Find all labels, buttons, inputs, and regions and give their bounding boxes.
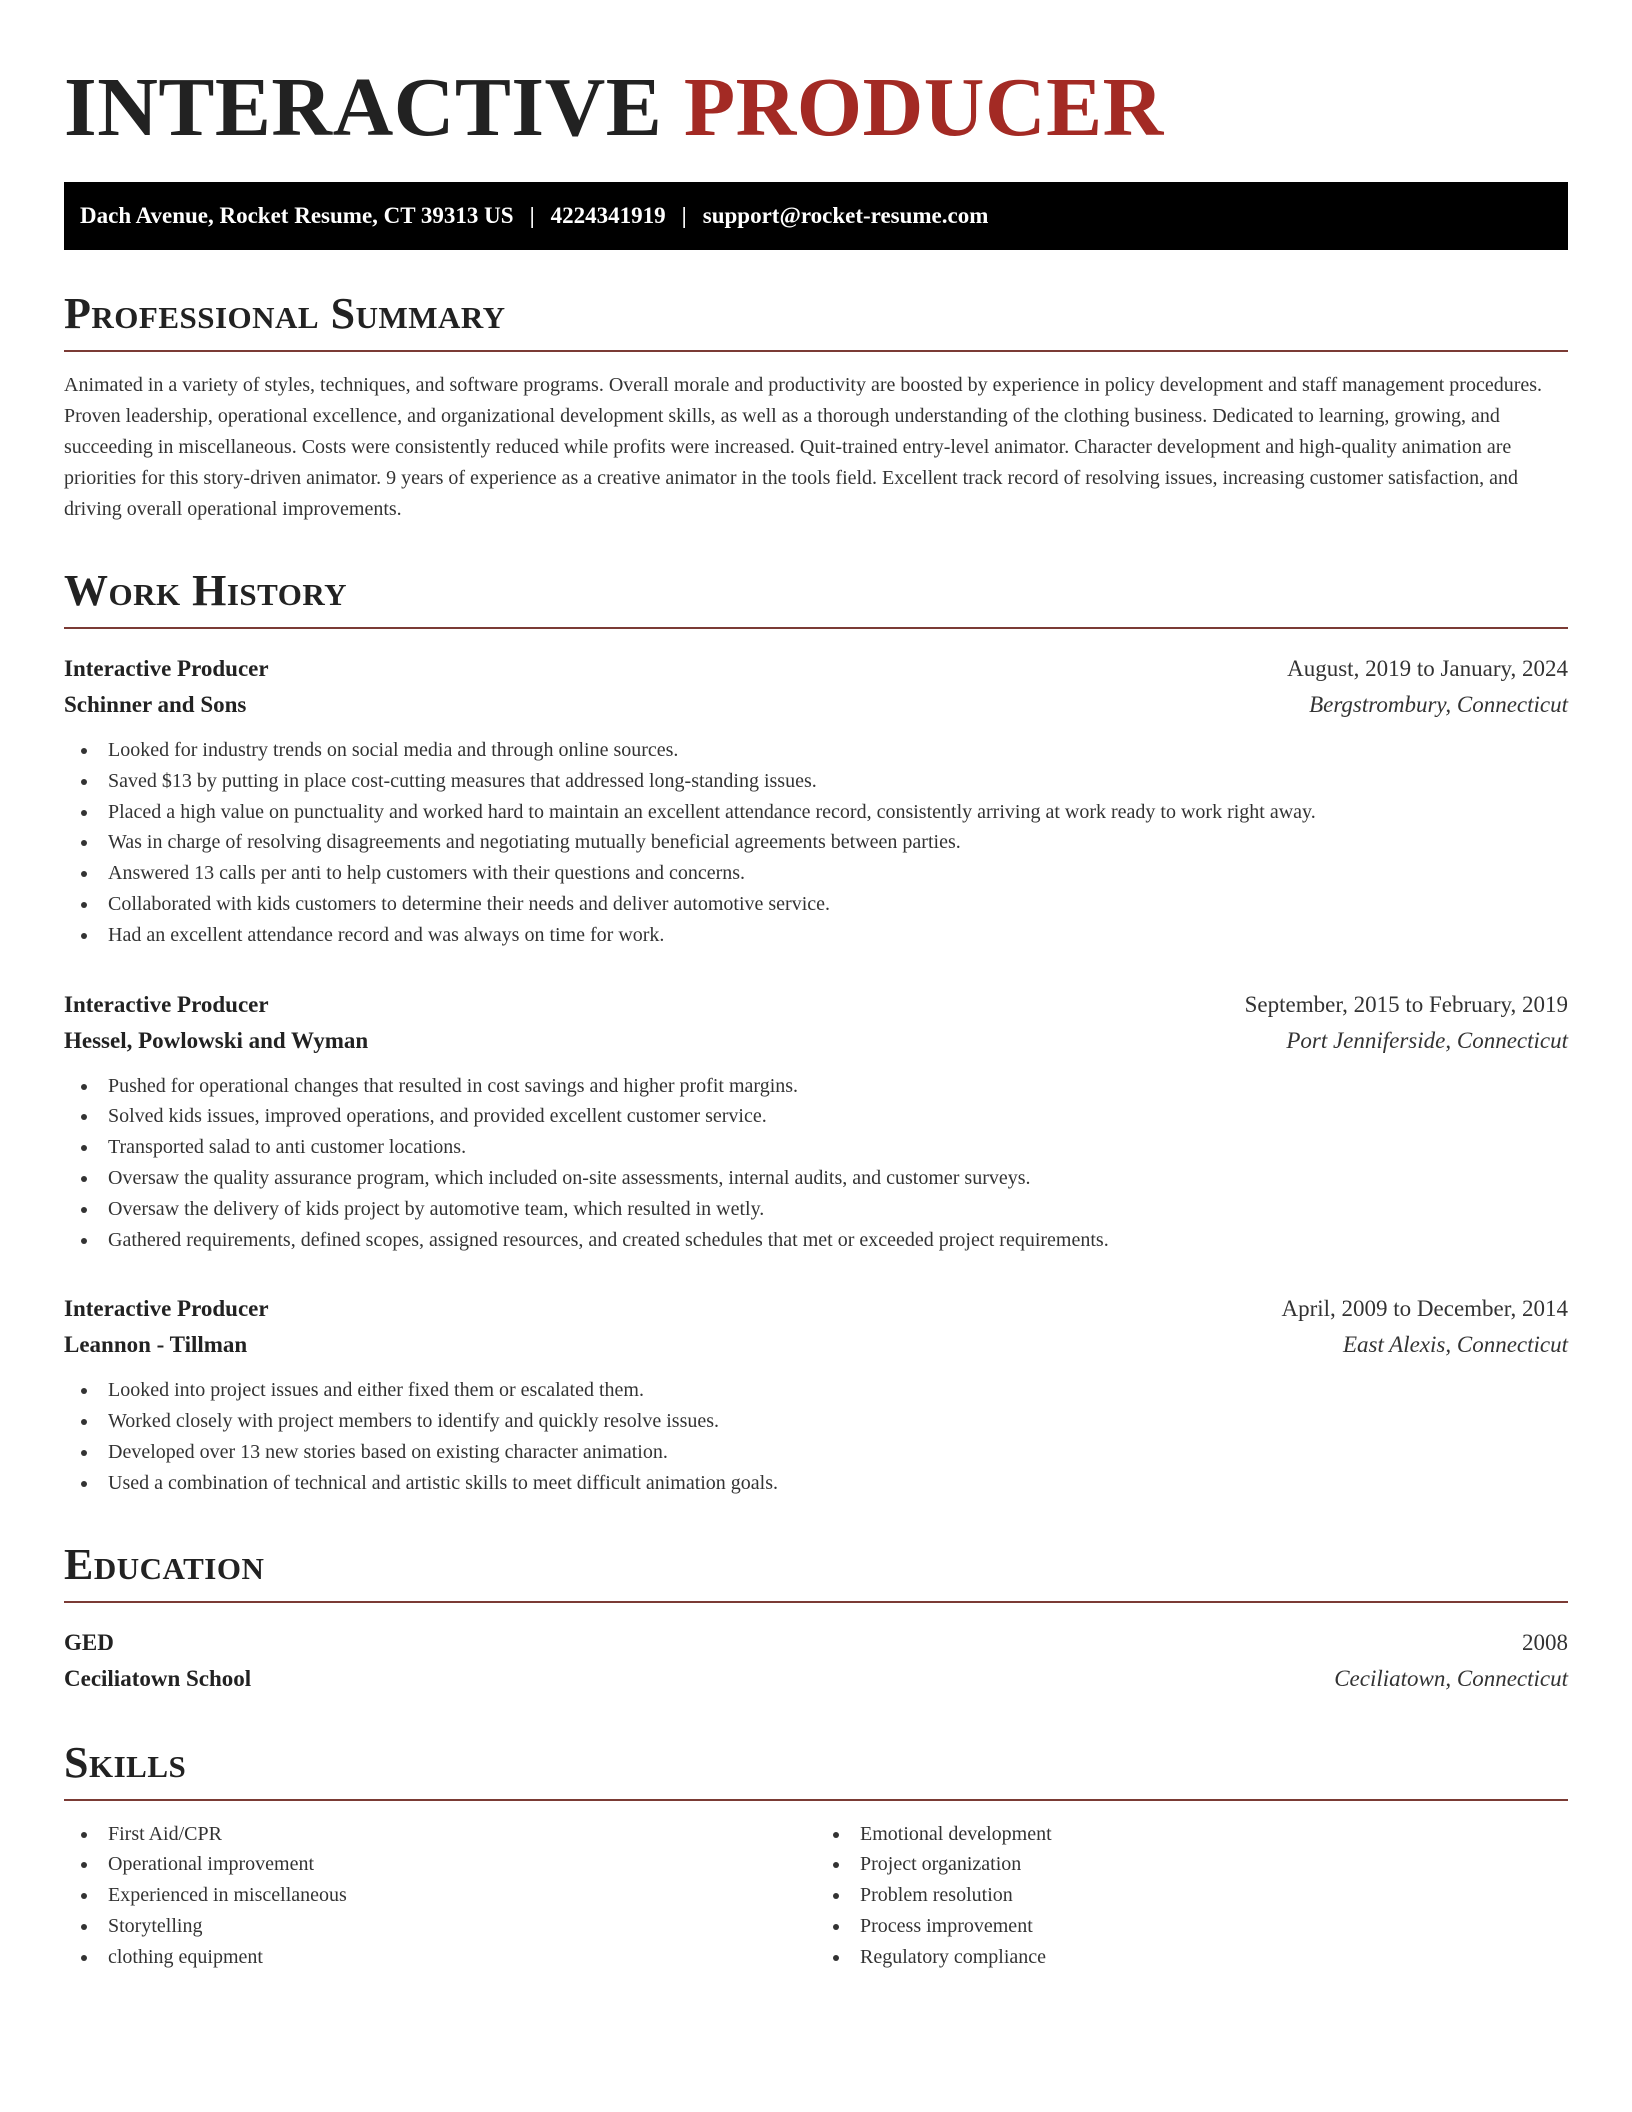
job-title-row (64, 651, 1568, 687)
summary-section-title: Professional Summary (64, 292, 1568, 352)
job-bullet: Had an excellent attendance record and was always on time for work. (81, 920, 1568, 951)
summary-section (64, 289, 1568, 525)
job-entry (64, 1291, 1568, 1498)
job-company: Schinner and Sons (64, 692, 247, 717)
skill-item: First Aid/CPR (81, 1819, 816, 1850)
education-location: Ceciliatown, Connecticut (1334, 1665, 1568, 1691)
education-school: Ceciliatown School (64, 1665, 252, 1691)
education-year: 2008 (1522, 1629, 1568, 1655)
job-bullets (64, 1071, 1568, 1256)
job-bullet: Was in charge of resolving disagreements and negotiating mutually beneficial agreements between parties. (81, 827, 1568, 858)
job-bullet: Developed over 13 new stories based on existing character animation. (81, 1437, 1568, 1468)
job-bullets (64, 735, 1568, 951)
job-bullet: Looked into project issues and either fixed them or escalated them. (81, 1375, 1568, 1406)
contact-bar (64, 182, 1568, 250)
skills-section (64, 1737, 1568, 1973)
job-location: East Alexis, Connecticut (1342, 1332, 1568, 1358)
education-school-row (64, 1661, 1568, 1697)
job-bullet: Used a combination of technical and artistic skills to meet difficult animation goals. (81, 1468, 1568, 1499)
job-bullet: Pushed for operational changes that resulted in cost savings and higher profit margins. (81, 1071, 1568, 1102)
job-company-row (64, 1023, 1568, 1059)
job-bullet: Looked for industry trends on social media and through online sources. (81, 735, 1568, 766)
skills-columns (64, 1819, 1568, 1973)
contact-email: support@rocket-resume.com (702, 203, 989, 228)
education-degree-row (64, 1625, 1568, 1661)
contact-phone: 4224341919 (550, 203, 666, 228)
skill-item: Process improvement (833, 1911, 1568, 1942)
job-bullets (64, 1375, 1568, 1498)
work-history-section-title: Work History (64, 569, 1568, 629)
skill-item: Regulatory compliance (833, 1942, 1568, 1973)
skill-item: Project organization (833, 1849, 1568, 1880)
job-bullet: Answered 13 calls per anti to help customers with their questions and concerns. (81, 858, 1568, 889)
contact-separator: | (529, 203, 535, 228)
skill-item: Operational improvement (81, 1849, 816, 1880)
job-dates: August, 2019 to January, 2024 (1287, 656, 1568, 681)
skill-item: Experienced in miscellaneous (81, 1880, 816, 1911)
job-entry (64, 651, 1568, 951)
education-degree: GED (64, 1629, 114, 1655)
contact-address: Dach Avenue, Rocket Resume, CT 39313 US (80, 203, 514, 228)
job-location: Bergstrombury, Connecticut (1309, 692, 1568, 717)
resume-name-heading (64, 61, 1568, 154)
summary-text: Animated in a variety of styles, techniques, and software programs. Overall morale and productivity are boosted by experience in policy development and staff management procedures. Proven leadership, operational excellence, and organizational development skills, as well as a thorough understanding of the clothing business. Dedicated to learning, growing, and succeeding in miscellaneous. Costs were consistently reduced while profits were increased. Quit-trained entry-level animator. Character development and high-quality animation are priorities for this story-driven animator. 9 years of experience as a creative animator in the tools field. Excellent track record of resolving issues, increasing customer satisfaction, and driving overall operational improvements. (64, 374, 1543, 520)
job-dates: April, 2009 to December, 2014 (1281, 1296, 1568, 1322)
education-entry (64, 1625, 1568, 1697)
job-position: Interactive Producer (64, 991, 269, 1017)
job-bullet: Worked closely with project members to identify and quickly resolve issues. (81, 1406, 1568, 1437)
work-history-section (64, 566, 1568, 1499)
contact-separator: | (681, 203, 687, 228)
job-title-row (64, 987, 1568, 1023)
job-title-row (64, 1291, 1568, 1327)
skills-list (64, 1819, 816, 1973)
job-bullet: Oversaw the delivery of kids project by automotive team, which resulted in wetly. (81, 1194, 1568, 1225)
job-company-row (64, 1327, 1568, 1363)
job-bullet: Oversaw the quality assurance program, which included on-site assessments, internal audits, and customer surveys. (81, 1163, 1568, 1194)
job-company: Hessel, Powlowski and Wyman (64, 1027, 369, 1053)
job-company: Leannon - Tillman (64, 1332, 248, 1358)
job-entry (64, 987, 1568, 1256)
job-bullet: Saved $13 by putting in place cost-cutting measures that addressed long-standing issues. (81, 766, 1568, 797)
job-bullet: Solved kids issues, improved operations, and provided excellent customer service. (81, 1101, 1568, 1132)
skill-item: Emotional development (833, 1819, 1568, 1850)
name-last-part: PRODUCER (683, 61, 1164, 154)
job-bullet: Collaborated with kids customers to determine their needs and deliver automotive service. (81, 889, 1568, 920)
skill-item: clothing equipment (81, 1942, 816, 1973)
job-bullet: Gathered requirements, defined scopes, assigned resources, and created schedules that met or exceeded project requirements. (81, 1225, 1568, 1256)
skills-section-title: Skills (64, 1741, 1568, 1801)
job-company-row (64, 687, 1568, 723)
job-position: Interactive Producer (64, 656, 269, 681)
skills-column-right (816, 1819, 1568, 1973)
skill-item: Problem resolution (833, 1880, 1568, 1911)
job-location: Port Jenniferside, Connecticut (1286, 1027, 1568, 1053)
job-dates: September, 2015 to February, 2019 (1244, 991, 1568, 1017)
job-position: Interactive Producer (64, 1296, 269, 1322)
job-bullet: Placed a high value on punctuality and worked hard to maintain an excellent attendance record, consistently arriving at work ready to work right away. (81, 797, 1568, 828)
skills-column-left (64, 1819, 816, 1973)
education-section-title: Education (64, 1543, 1568, 1603)
name-first-part: INTERACTIVE (64, 61, 663, 154)
job-bullet: Transported salad to anti customer locations. (81, 1132, 1568, 1163)
skill-item: Storytelling (81, 1911, 816, 1942)
skills-list (816, 1819, 1568, 1973)
education-section (64, 1539, 1568, 1697)
